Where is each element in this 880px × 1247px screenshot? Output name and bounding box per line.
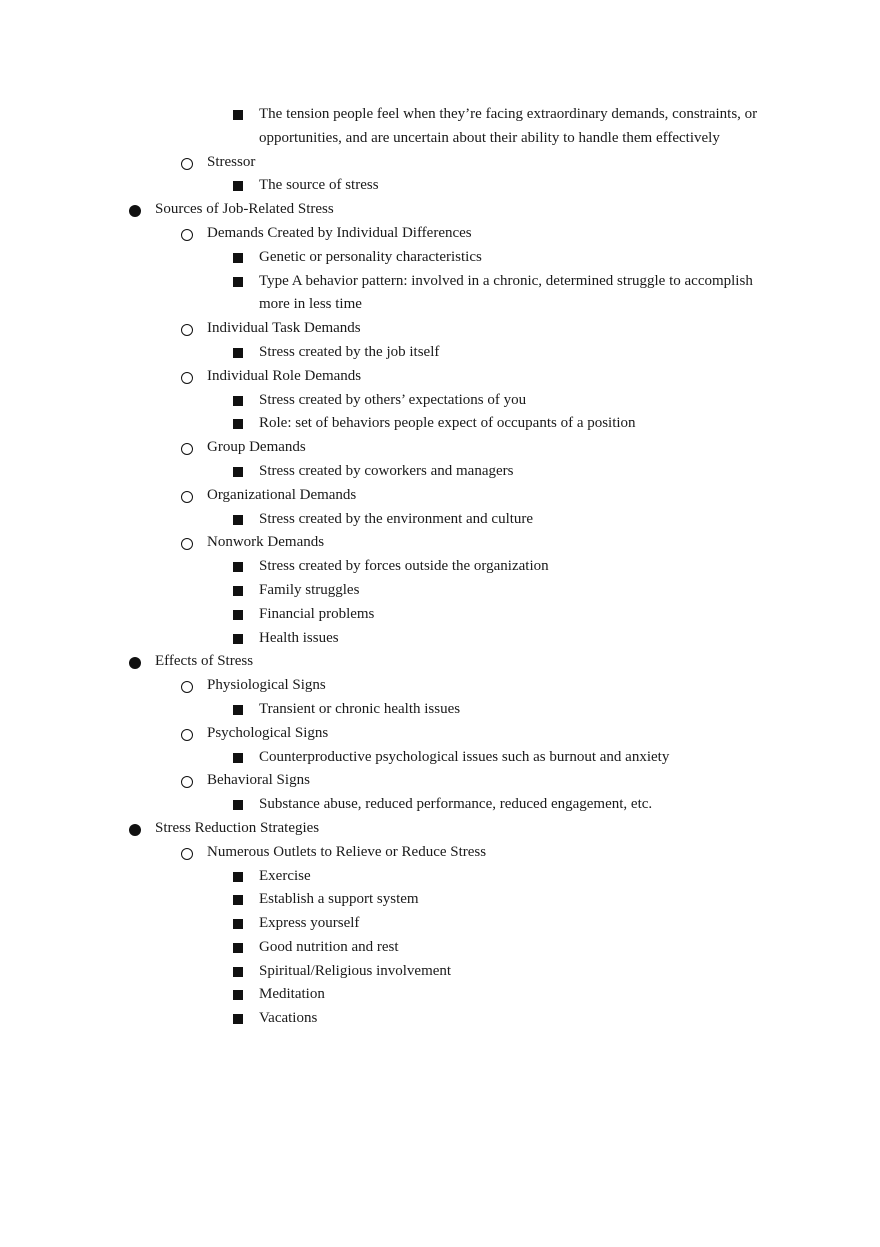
- outline-item-text: Stress created by others’ expectations of you: [259, 391, 527, 408]
- filled-square-bullet-icon: [233, 872, 243, 882]
- outline-item-text: The source of stress: [259, 177, 379, 194]
- outline-item-level-3: [0, 888, 880, 912]
- outline-item-level-2: [0, 841, 880, 865]
- filled-square-bullet-icon: [233, 467, 243, 477]
- outline-item-text: Express yourself: [259, 915, 360, 932]
- outline-item-level-2: [0, 151, 880, 175]
- outline-item-level-3: [0, 912, 880, 936]
- outline-item-level-3: [0, 389, 880, 413]
- hollow-circle-bullet-icon: [181, 538, 193, 550]
- filled-square-bullet-icon: [233, 419, 243, 429]
- outline-item-text: Good nutrition and rest: [259, 938, 399, 955]
- filled-square-bullet-icon: [233, 181, 243, 191]
- outline-item-text: Role: set of behaviors people expect of occupants of a position: [259, 415, 636, 432]
- filled-square-bullet-icon: [233, 990, 243, 1000]
- outline-item-level-3: [0, 270, 880, 318]
- hollow-circle-bullet-icon: [181, 848, 193, 860]
- outline-item-level-3: [0, 793, 880, 817]
- outline-item-level-2: [0, 769, 880, 793]
- outline-item-text: Stress created by the job itself: [259, 343, 440, 360]
- outline-item-text: Individual Role Demands: [207, 367, 362, 384]
- outline-item-level-2: [0, 436, 880, 460]
- outline-item-text: Stress created by the environment and culture: [259, 510, 534, 527]
- outline-item-level-1: [0, 650, 880, 674]
- filled-square-bullet-icon: [233, 919, 243, 929]
- outline-item-text: Stress created by coworkers and managers: [259, 462, 514, 479]
- filled-square-bullet-icon: [233, 586, 243, 596]
- outline-item-level-3: [0, 579, 880, 603]
- outline-item-level-3: [0, 174, 880, 198]
- outline-item-text: Behavioral Signs: [207, 772, 310, 789]
- outline-item-level-2: [0, 722, 880, 746]
- outline-item-level-2: [0, 674, 880, 698]
- outline-item-level-3: [0, 103, 880, 151]
- hollow-circle-bullet-icon: [181, 729, 193, 741]
- outline-item-level-3: [0, 746, 880, 770]
- filled-square-bullet-icon: [233, 1014, 243, 1024]
- outline-item-level-3: [0, 983, 880, 1007]
- hollow-circle-bullet-icon: [181, 229, 193, 241]
- filled-square-bullet-icon: [233, 348, 243, 358]
- outline-item-text: Transient or chronic health issues: [259, 700, 461, 717]
- outline-item-text: Family struggles: [259, 581, 360, 598]
- outline-item-level-3: [0, 936, 880, 960]
- outline-item-text: Psychological Signs: [207, 724, 329, 741]
- filled-square-bullet-icon: [233, 705, 243, 715]
- filled-square-bullet-icon: [233, 753, 243, 763]
- outline-item-level-3: [0, 460, 880, 484]
- hollow-circle-bullet-icon: [181, 372, 193, 384]
- filled-circle-bullet-icon: [129, 657, 141, 669]
- outline-item-level-3: [0, 865, 880, 889]
- filled-square-bullet-icon: [233, 253, 243, 263]
- outline-item-text: Health issues: [259, 629, 339, 646]
- filled-square-bullet-icon: [233, 634, 243, 644]
- filled-square-bullet-icon: [233, 967, 243, 977]
- outline-item-text: Group Demands: [207, 439, 306, 456]
- hollow-circle-bullet-icon: [181, 324, 193, 336]
- filled-square-bullet-icon: [233, 895, 243, 905]
- outline-item-level-3: [0, 508, 880, 532]
- outline-item-level-3: [0, 412, 880, 436]
- outline-item-level-2: [0, 484, 880, 508]
- hollow-circle-bullet-icon: [181, 776, 193, 788]
- outline-item-level-2: [0, 222, 880, 246]
- filled-square-bullet-icon: [233, 943, 243, 953]
- hollow-circle-bullet-icon: [181, 443, 193, 455]
- outline-item-level-3: [0, 246, 880, 270]
- outline-item-level-3: [0, 960, 880, 984]
- hollow-circle-bullet-icon: [181, 491, 193, 503]
- outline-item-text: Stress created by forces outside the organization: [259, 558, 549, 575]
- outline-item-text: Nonwork Demands: [207, 534, 325, 551]
- outline-item-level-3: [0, 627, 880, 651]
- outline-item-text: Substance abuse, reduced performance, reduced engagement, etc.: [259, 796, 653, 813]
- outline-item-text: Effects of Stress: [155, 653, 254, 670]
- filled-square-bullet-icon: [233, 396, 243, 406]
- outline-item-text: Meditation: [259, 986, 325, 1003]
- outline-item-text: Exercise: [259, 867, 311, 884]
- filled-circle-bullet-icon: [129, 824, 141, 836]
- outline-item-level-2: [0, 531, 880, 555]
- document-outline: [0, 103, 880, 1031]
- filled-square-bullet-icon: [233, 800, 243, 810]
- outline-item-text: Establish a support system: [259, 891, 419, 908]
- outline-item-text: Organizational Demands: [207, 486, 357, 503]
- outline-item-text: Physiological Signs: [207, 677, 326, 694]
- outline-item-text: Sources of Job-Related Stress: [155, 201, 334, 218]
- outline-item-text: Financial problems: [259, 605, 375, 622]
- outline-item-level-3: [0, 698, 880, 722]
- outline-item-text: Type A behavior pattern: involved in a chronic, determined struggle to accomplish more in less time: [259, 272, 753, 313]
- outline-item-text: Genetic or personality characteristics: [259, 248, 482, 265]
- outline-item-text: Stressor: [207, 153, 256, 170]
- outline-item-text: Spiritual/Religious involvement: [259, 962, 452, 979]
- filled-square-bullet-icon: [233, 515, 243, 525]
- outline-item-text: Stress Reduction Strategies: [155, 819, 320, 836]
- outline-item-level-3: [0, 603, 880, 627]
- outline-item-text: The tension people feel when they’re facing extraordinary demands, constraints, or opportunities, and are uncertain about their ability to handle them effectively: [259, 106, 758, 146]
- outline-item-text: Demands Created by Individual Differences: [207, 224, 472, 241]
- outline-item-level-3: [0, 341, 880, 365]
- filled-square-bullet-icon: [233, 610, 243, 620]
- filled-circle-bullet-icon: [129, 205, 141, 217]
- filled-square-bullet-icon: [233, 562, 243, 572]
- outline-item-text: Individual Task Demands: [207, 320, 361, 337]
- filled-square-bullet-icon: [233, 277, 243, 287]
- outline-item-text: Numerous Outlets to Relieve or Reduce Stress: [207, 843, 487, 860]
- outline-item-text: Vacations: [259, 1010, 318, 1027]
- hollow-circle-bullet-icon: [181, 158, 193, 170]
- outline-item-level-3: [0, 555, 880, 579]
- outline-item-level-1: [0, 198, 880, 222]
- filled-square-bullet-icon: [233, 110, 243, 120]
- hollow-circle-bullet-icon: [181, 681, 193, 693]
- outline-item-level-3: [0, 1007, 880, 1031]
- outline-item-level-1: [0, 817, 880, 841]
- outline-item-level-2: [0, 317, 880, 341]
- outline-item-level-2: [0, 365, 880, 389]
- outline-item-text: Counterproductive psychological issues such as burnout and anxiety: [259, 748, 670, 765]
